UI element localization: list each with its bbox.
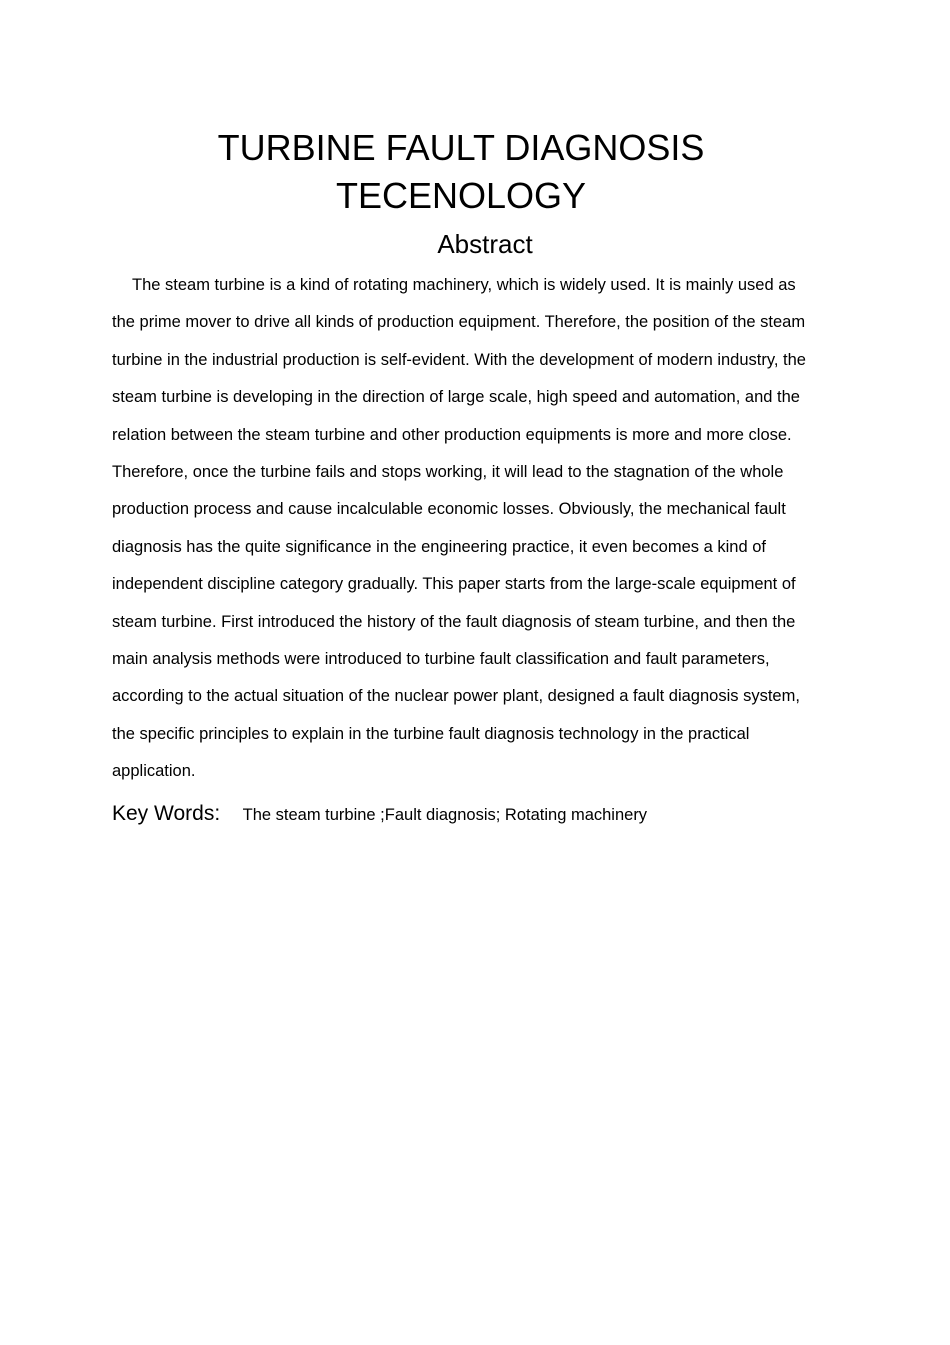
abstract-line: main analysis methods were introduced to turbine fault classification and fault parameters, — [112, 650, 770, 669]
abstract-line: Therefore, once the turbine fails and stops working, it will lead to the stagnation of the whole — [112, 463, 784, 482]
abstract-line: the prime mover to drive all kinds of production equipment. Therefore, the position of the steam — [112, 313, 806, 332]
document-title — [0, 124, 922, 220]
keywords-value: The steam turbine ;Fault diagnosis; Rotating machinery — [242, 806, 648, 824]
abstract-line: relation between the steam turbine and other production equipments is more and more close. — [112, 425, 792, 444]
keywords-label: Key Words: — [112, 802, 221, 825]
abstract-line: steam turbine. First introduced the history of the fault diagnosis of steam turbine, and then the — [112, 612, 796, 631]
abstract-heading: Abstract — [437, 229, 533, 259]
abstract-line: The steam turbine is a kind of rotating machinery, which is widely used. It is mainly used as — [132, 276, 796, 294]
title-line-1: TURBINE FAULT DIAGNOSIS — [217, 127, 705, 168]
abstract-paragraph — [112, 267, 872, 791]
abstract-line: application. — [112, 762, 196, 781]
title-line-2: TECENOLOGY — [335, 175, 587, 216]
abstract-line: diagnosis has the quite significance in the engineering practice, it even becomes a kind of — [112, 537, 766, 556]
abstract-line: according to the actual situation of the nuclear power plant, designed a fault diagnosis system, — [112, 687, 800, 706]
abstract-line: production process and cause incalculable economic losses. Obviously, the mechanical fault — [112, 500, 786, 519]
abstract-line: turbine in the industrial production is self-evident. With the development of modern industry, the — [112, 350, 806, 369]
abstract-line: independent discipline category gradually. This paper starts from the large-scale equipment of — [112, 575, 796, 594]
keywords — [112, 800, 872, 829]
abstract-line: steam turbine is developing in the direction of large scale, high speed and automation, and the — [112, 388, 800, 407]
abstract-line: the specific principles to explain in the turbine fault diagnosis technology in the practical — [112, 724, 750, 743]
